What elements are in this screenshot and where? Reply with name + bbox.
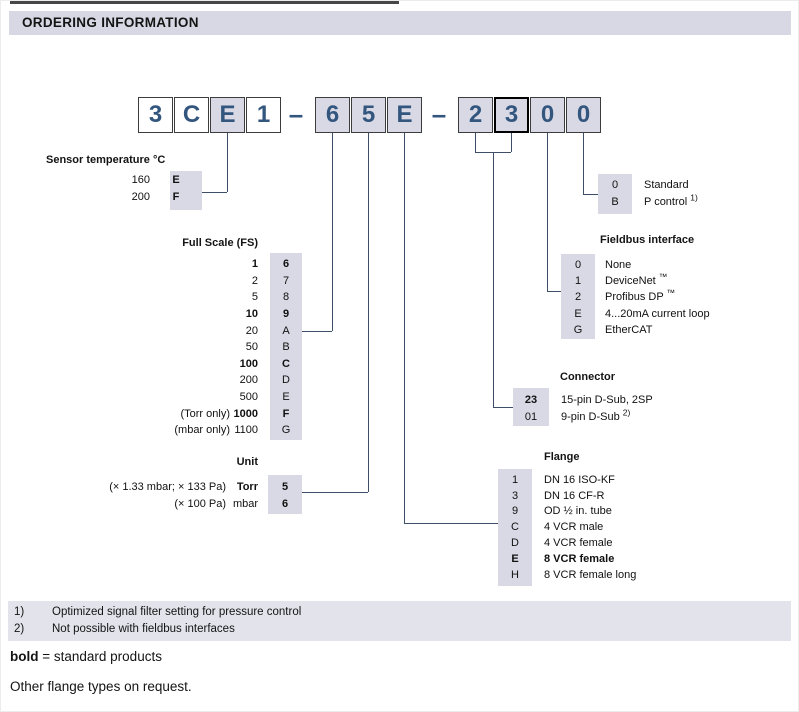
table-row [60,478,302,495]
full_scale-code: F [282,407,290,420]
full_scale-code: E [282,391,290,404]
table-row [150,405,302,422]
page-title: ORDERING INFORMATION [22,15,199,30]
full_scale-value: 100 [239,357,258,370]
ordering-code-char-box: 0 [566,97,601,133]
flange-label: 4 VCR female [544,537,613,550]
table-row [150,339,302,356]
flange-code: H [511,568,519,581]
unit-code: 6 [281,497,289,510]
full_scale-value: 1100 [234,424,258,437]
control-code: B [611,195,619,208]
connector-line [583,194,598,195]
table-row [498,519,636,535]
table-row [561,289,710,305]
bold-legend-note [10,649,162,664]
footnote-band [8,601,791,641]
ordering-code-char-box: 5 [351,97,386,133]
full_scale-code: 6 [282,258,290,271]
footnote-row [14,606,301,618]
connector-line [583,133,584,194]
code-separator-dash: – [431,99,447,129]
flange-code: C [511,521,519,534]
ordering-code-char-box: E [387,97,422,133]
footnote-text: Optimized signal filter setting for pressure control [52,606,302,618]
superscript-note: ™ [658,271,668,282]
control-label: P control $^{1)}$ [644,192,698,208]
other-flange-note: Other flange types on request. [10,679,192,694]
ordering-code-char-box: 0 [530,97,565,133]
table-row [150,289,302,306]
full_scale-value: 5 [251,291,258,304]
flange-label: 8 VCR female long [544,568,637,581]
fieldbus-table [561,257,710,338]
superscript-note: 1) [690,192,698,203]
full_scale-value: 10 [245,308,258,321]
full_scale-value: 1 [251,258,258,271]
full-scale-table [150,256,302,439]
full_scale-code: G [281,424,291,437]
connector-line [332,133,333,331]
footnote-text: Not possible with fieldbus interfaces [52,623,235,635]
connector-line [547,291,561,292]
fieldbus-interface-title: Fieldbus interface [600,234,695,246]
table-row [150,422,302,439]
full_scale-code: 8 [282,291,290,304]
connector-line [475,133,476,152]
full_scale-value: 50 [245,341,258,354]
table-row [60,495,302,512]
sensor_temperature-value: 200 [131,190,150,203]
connector-line [404,523,500,524]
connector-line [302,331,332,332]
table-row [150,306,302,323]
fieldbus-code: 1 [574,275,582,288]
sensor-temperature-table [102,172,192,205]
table-row [598,194,698,211]
connector-table [513,391,653,425]
fieldbus-code: 2 [574,291,582,304]
unit-title: Unit [236,456,258,468]
unit-table [60,478,302,512]
connector-line [493,152,494,407]
fieldbus-code: 0 [574,259,582,272]
code-separator-dash: – [288,99,304,129]
ordering-code-char-box: 1 [246,97,281,133]
table-row [150,372,302,389]
table-row [513,408,653,425]
full_scale-code: 7 [282,274,290,287]
flange-label: 8 VCR female [544,552,615,565]
fieldbus-label: None [605,259,632,272]
flange-code: 1 [511,473,519,486]
connector-label: 15-pin D-Sub, 2SP [561,393,653,406]
fieldbus-code: E [574,307,582,320]
sensor-temperature-title: Sensor temperature °C [46,154,166,166]
unit-note: (× 1.33 mbar; × 133 Pa) [109,480,226,493]
table-row [150,273,302,290]
full_scale-value: 2 [251,274,258,287]
table-row [102,189,192,206]
table-row [498,488,636,504]
connector-code: 23 [524,393,538,406]
flange-code: 9 [511,505,519,518]
table-row [498,472,636,488]
flange-table [498,472,636,583]
ordering-code-char-box: 2 [458,97,493,133]
table-row [498,567,636,583]
footnote-marker: 1) [14,606,25,618]
full_scale-value: 1000 [233,407,258,420]
sensor_temperature-code: E [172,174,180,187]
superscript-note: 2) [622,406,631,417]
connector-line [368,133,369,492]
full-scale-title: Full Scale (FS) [182,237,258,249]
connector-line [547,133,548,291]
table-row [498,535,636,551]
bold-word: bold [10,649,39,664]
fieldbus-label: 4...20mA current loop [605,307,710,320]
flange-label: OD ½ in. tube [544,505,612,518]
connector-code: 01 [524,410,538,423]
bold-rest: = standard products [38,649,162,664]
footnote-row [14,623,235,635]
ordering-code-char-box: 6 [315,97,350,133]
fieldbus-code: G [573,323,583,336]
top-border-line [10,1,399,4]
full_scale-code: C [282,357,290,370]
section-header-bar [9,11,791,35]
sensor_temperature-value: 160 [131,174,150,187]
table-row [102,172,192,189]
control-code: 0 [611,179,619,192]
footnote-marker: 2) [14,623,25,635]
table-row [498,504,636,520]
connector-line [302,492,368,493]
full_scale-note: (mbar only) [174,424,230,437]
full_scale-code: 9 [282,308,290,321]
fieldbus-label: Profibus DP ™ [605,287,676,304]
full_scale-value: 20 [245,324,258,337]
unit-code: 5 [281,480,289,493]
flange-label: 4 VCR male [544,521,604,534]
flange-label: DN 16 CF-R [544,489,605,502]
unit-value: mbar [232,497,258,510]
flange-code: 3 [511,489,519,502]
sensor_temperature-code: F [172,190,180,203]
connector-line [404,133,405,523]
control-label: Standard [644,179,689,192]
table-row [561,322,710,338]
flange-title: Flange [544,451,580,463]
unit-note: (× 100 Pa) [174,497,226,510]
connector-line [493,407,513,408]
table-row [150,356,302,373]
table-row [561,273,710,289]
superscript-note: ™ [666,287,676,298]
unit-value: Torr [236,480,258,493]
connector-line [227,133,228,192]
ordering-code-char-box: 3 [494,97,529,133]
connector-label: 9-pin D-Sub $^{2)}$ [561,406,631,423]
ordering-code-char-box: 3 [138,97,173,133]
table-row [150,322,302,339]
table-row [150,389,302,406]
full_scale-value: 200 [239,374,258,387]
flange-code: D [511,537,519,550]
table-row [598,177,698,194]
full_scale-note: (Torr only) [180,407,230,420]
connector-title: Connector [560,371,615,383]
full_scale-code: B [282,341,290,354]
connector-line [511,133,512,152]
fieldbus-label: DeviceNet ™ [605,271,668,288]
flange-code: E [511,552,519,565]
table-row [561,306,710,322]
control-table [598,177,698,210]
table-row [513,391,653,408]
table-row [561,257,710,273]
full_scale-code: A [282,324,290,337]
ordering-code-char-box: C [174,97,209,133]
flange-label: DN 16 ISO-KF [544,473,615,486]
table-row [150,256,302,273]
full_scale-value: 500 [239,391,258,404]
fieldbus-label: EtherCAT [605,323,653,336]
connector-line [202,192,227,193]
ordering-code-char-box: E [210,97,245,133]
full_scale-code: D [282,374,290,387]
table-row [498,551,636,567]
